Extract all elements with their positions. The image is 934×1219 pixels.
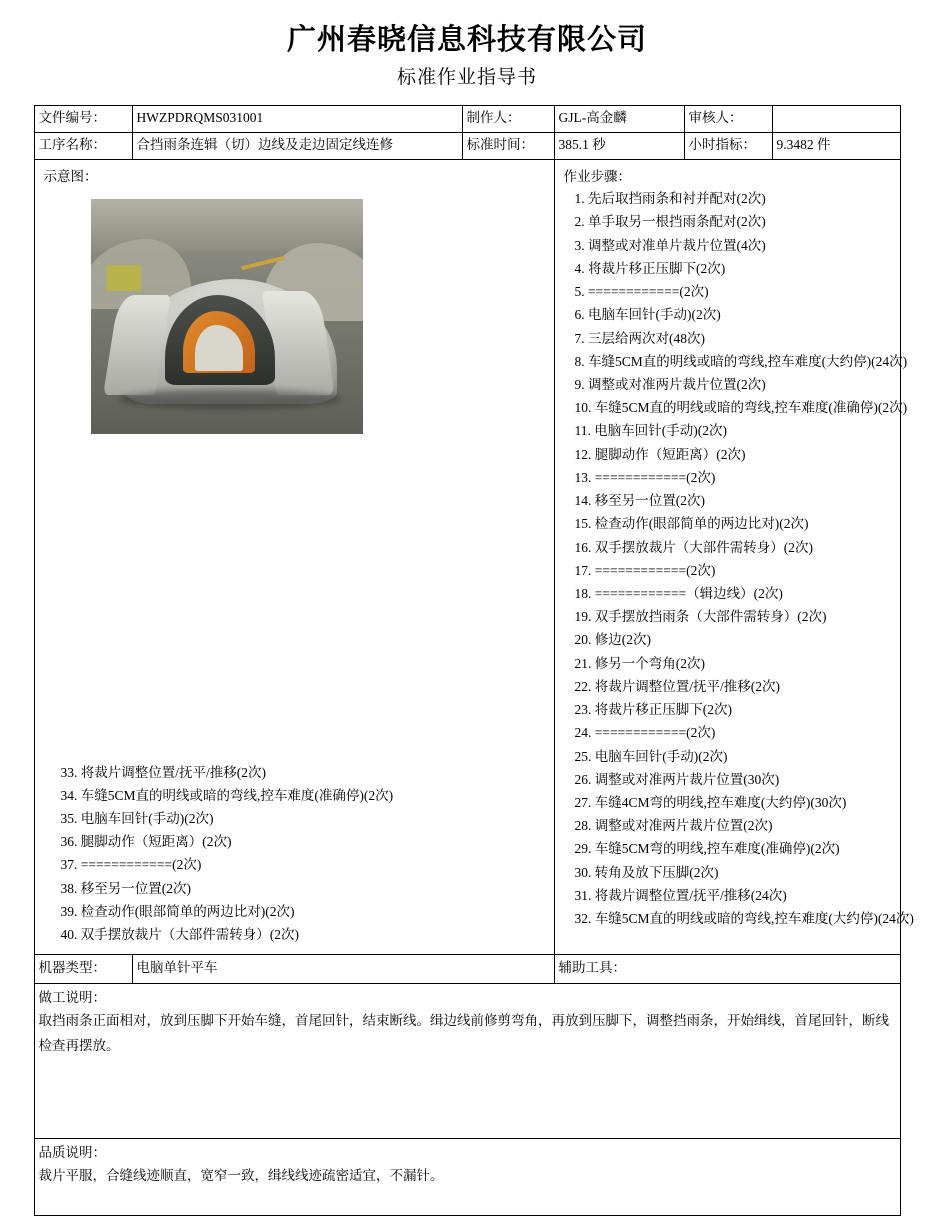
step-item: 14. 移至另一位置(2次) [574, 493, 705, 509]
step-item: 5. ============(2次) [574, 284, 709, 300]
quality-title: 品质说明： [38, 1145, 106, 1161]
step-item: 18. ============（辑边线）(2次) [574, 585, 783, 601]
step-item: 22. 将裁片调整位置/抚平/推移(2次) [574, 678, 780, 694]
machine-value: 电脑单针平车 [132, 955, 554, 984]
step-item: 38. 移至另一位置(2次) [60, 880, 191, 896]
step-item: 33. 将裁片调整位置/抚平/推移(2次) [60, 764, 266, 780]
step-item: 17. ============(2次) [574, 562, 716, 578]
step-item: 19. 双手摆放挡雨条（大部件需转身）(2次) [574, 609, 827, 625]
table-row-machine [34, 955, 900, 984]
workmanship-title: 做工说明： [38, 990, 106, 1006]
step-item: 24. ============(2次) [574, 725, 716, 741]
tent-photo [91, 199, 363, 434]
table-row-process-info [34, 133, 900, 160]
step-item: 39. 检查动作(眼部简单的两边比对)(2次) [60, 903, 295, 919]
diagram-label: 示意图： [43, 169, 98, 185]
hour-target-label: 小时指标： [684, 133, 772, 160]
table-row-workmanship [34, 984, 900, 1139]
doc-no-value: HWZPDRQMS031001 [132, 106, 462, 133]
tools-label: 辅助工具： [558, 960, 626, 976]
step-item: 30. 转角及放下压脚(2次) [574, 864, 719, 880]
sop-table [34, 105, 914, 1216]
step-item: 2. 单手取另一根挡雨条配对(2次) [574, 214, 766, 230]
step-item: 13. ============(2次) [574, 469, 716, 485]
steps-label: 作业步骤： [563, 169, 631, 185]
table-row-body [34, 160, 900, 955]
table-row-doc-info [34, 106, 900, 133]
diagram-image-wrap [39, 185, 550, 434]
steps-list-left [35, 761, 554, 947]
step-item: 3. 调整或对准单片裁片位置(4次) [574, 237, 766, 253]
step-item: 9. 调整或对准两片裁片位置(2次) [574, 377, 766, 392]
machine-label: 机器类型： [34, 955, 132, 984]
step-item: 20. 修边(2次) [574, 632, 651, 648]
document-subtitle: 标准作业指导书 [396, 67, 537, 89]
step-item: 36. 腿脚动作（短距离）(2次) [60, 834, 232, 850]
hour-target-value: 9.3482 件 [772, 133, 900, 160]
step-item: 4. 将裁片移正压脚下(2次) [574, 260, 726, 276]
auditor-value [772, 106, 900, 133]
step-item: 40. 双手摆放裁片（大部件需转身）(2次) [60, 927, 299, 943]
step-item: 7. 三层给两次对(48次) [574, 330, 705, 346]
step-item: 8. 车缝5CM直的明线或暗的弯线,控车难度(大约停)(24次) [574, 353, 908, 369]
workmanship-body: 取挡雨条正面相对，放到压脚下开始车缝，首尾回针，结束断线。缉边线前修剪弯角，再放到压脚下，调整挡雨条，开始缉线，首尾回针，断线检查再摆放。 [38, 1013, 889, 1053]
std-time-label: 标准时间： [462, 133, 554, 160]
process-label: 工序名称： [34, 133, 132, 160]
maker-value: GJL-高金麟 [554, 106, 684, 133]
tools-cell [554, 955, 900, 984]
std-time-value: 385.1 秒 [554, 133, 684, 160]
step-item: 1. 先后取挡雨条和衬并配对(2次) [574, 191, 766, 207]
step-item: 21. 修另一个弯角(2次) [574, 655, 705, 671]
step-item: 35. 电脑车回针(手动)(2次) [60, 810, 214, 826]
step-item: 29. 车缝5CM弯的明线,控车难度(准确停)(2次) [574, 841, 840, 857]
workmanship-cell [34, 984, 900, 1139]
process-value: 合挡雨条连辑（切）边线及走边固定线连修 [132, 133, 462, 160]
step-item: 25. 电脑车回针(手动)(2次) [574, 748, 728, 764]
quality-body: 裁片平服，合缝线迹顺直，宽窄一致，缉线线迹疏密适宜，不漏针。 [38, 1168, 444, 1184]
step-item: 11. 电脑车回针(手动)(2次) [574, 423, 727, 439]
steps-list-right [559, 185, 914, 930]
doc-no-label: 文件编号： [34, 106, 132, 133]
step-item: 37. ============(2次) [60, 857, 202, 873]
step-item: 10. 车缝5CM直的明线或暗的弯线,控车难度(准确停)(2次) [574, 400, 908, 416]
step-item: 31. 将裁片调整位置/抚平/推移(24次) [574, 887, 787, 903]
step-item: 16. 双手摆放裁片（大部件需转身）(2次) [574, 539, 813, 555]
step-item: 12. 腿脚动作（短距离）(2次) [574, 446, 746, 462]
diagram-cell [34, 160, 554, 955]
document-header [0, 0, 934, 89]
step-item: 15. 检查动作(眼部简单的两边比对)(2次) [574, 516, 809, 532]
table-row-quality [34, 1139, 900, 1216]
quality-cell [34, 1139, 900, 1216]
steps-cell [554, 160, 914, 955]
step-item: 27. 车缝4CM弯的明线,控车难度(大约停)(30次) [574, 794, 847, 810]
step-item: 34. 车缝5CM直的明线或暗的弯线,控车难度(准确停)(2次) [60, 787, 394, 803]
step-item: 23. 将裁片移正压脚下(2次) [574, 702, 732, 718]
maker-label: 制作人： [462, 106, 554, 133]
auditor-label: 审核人： [684, 106, 772, 133]
step-item: 6. 电脑车回针(手动)(2次) [574, 307, 721, 323]
step-item: 26. 调整或对准两片裁片位置(30次) [574, 771, 780, 787]
company-title: 广州春晓信息科技有限公司 [286, 24, 647, 56]
step-item: 28. 调整或对准两片裁片位置(2次) [574, 818, 773, 834]
step-item: 32. 车缝5CM直的明线或暗的弯线,控车难度(大约停)(24次) [574, 911, 914, 927]
photo-yellow-box [107, 265, 141, 291]
